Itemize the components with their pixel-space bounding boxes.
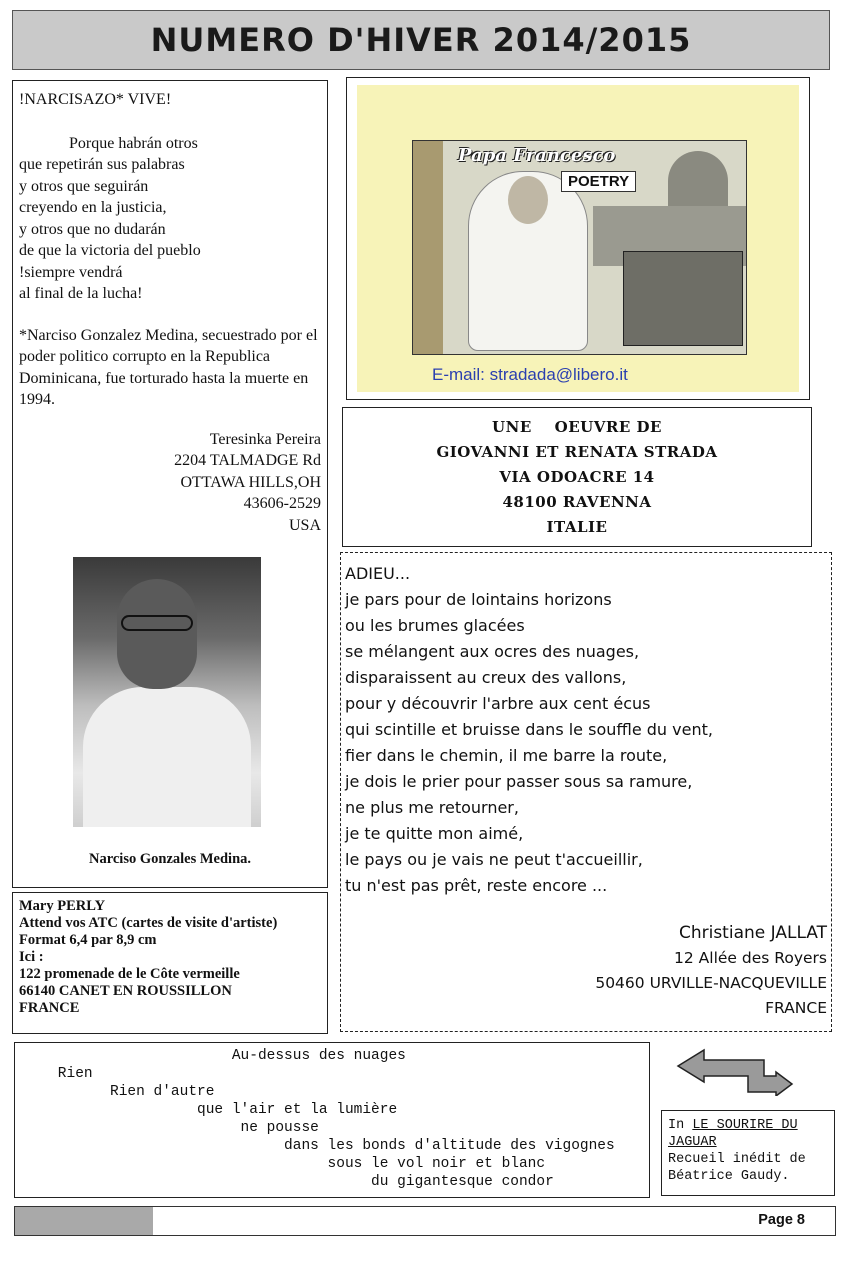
adieu-author: Christiane JALLAT	[678, 923, 827, 943]
poster-subtitle: POETRY	[561, 171, 636, 192]
poem-lines	[19, 133, 321, 305]
poem-footnote: *Narciso Gonzalez Medina, secuestrado por el poder politico corrupto en la Republica Dominicana, fue torturado hasta la muerte en 1994.	[19, 326, 318, 408]
adieu-line: disparaissent au creux des vallons,	[345, 668, 627, 687]
address-line: 2204 TALMADGE Rd	[174, 452, 321, 469]
inset-photos	[623, 251, 743, 346]
perly-line: FRANCE	[19, 1000, 80, 1016]
scroll-graphic	[413, 141, 443, 355]
poster-background	[357, 85, 799, 392]
adieu-address-line: FRANCE	[765, 999, 827, 1017]
perly-line: 66140 CANET EN ROUSSILLON	[19, 983, 232, 999]
perly-line: Attend vos ATC (cartes de visite d'artiste)	[19, 915, 278, 931]
adieu-line: je dois le prier pour passer sous sa ramure,	[345, 772, 693, 791]
sourire-note	[661, 1110, 835, 1196]
adieu-line: ou les brumes glacées	[345, 616, 525, 635]
adieu-line: ne plus me retourner,	[345, 798, 519, 817]
footer-shade	[15, 1207, 153, 1235]
adieu-line: qui scintille et bruisse dans le souffle du vent,	[345, 720, 713, 739]
adieu-line: tu n'est pas prêt, reste encore ...	[345, 876, 608, 895]
sourire-book-title: LE SOURIRE DU JAGUAR	[668, 1118, 798, 1150]
author-block	[19, 429, 321, 537]
nuages-line: dans les bonds d'altitude des vigognes	[23, 1138, 615, 1154]
adieu-signature	[595, 921, 827, 1021]
poetry-poster	[346, 77, 810, 400]
perly-notice	[12, 892, 328, 1034]
sourire-prefix: In	[668, 1118, 693, 1133]
sourire-line: Recueil inédit de	[668, 1152, 806, 1167]
poem-line: y otros que no dudarán	[19, 220, 166, 238]
poster-stamp-image	[412, 140, 747, 355]
nuages-line: sous le vol noir et blanc	[23, 1156, 546, 1172]
adieu-address-line: 12 Allée des Royers	[674, 949, 827, 967]
adieu-line: se mélangent aux ocres des nuages,	[345, 642, 640, 661]
nuages-line: que l'air et la lumière	[23, 1102, 398, 1118]
author-name: Teresinka Pereira	[209, 430, 321, 448]
adieu-line: je te quitte mon aimé,	[345, 824, 524, 843]
nuages-line: Rien d'autre	[23, 1084, 215, 1100]
poem-line: creyendo en la justicia,	[19, 199, 167, 216]
sourire-line: Béatrice Gaudy.	[668, 1169, 790, 1184]
portrait-shirt	[83, 687, 251, 827]
nuages-line: ne pousse	[23, 1120, 319, 1136]
pope-head	[508, 176, 548, 224]
photo-caption: Narciso Gonzales Medina.	[88, 851, 252, 867]
portrait-photo	[73, 557, 261, 827]
nuages-poem-box	[14, 1042, 650, 1198]
poem-line: de que la victoria del pueblo	[19, 242, 201, 259]
poem-line: !siempre vendrá	[19, 263, 123, 281]
page-number: Page 8	[758, 1212, 805, 1228]
nuages-line: Rien	[23, 1066, 93, 1082]
spanish-poem-box	[12, 80, 328, 888]
address-line: 43606-2529	[243, 495, 321, 512]
adieu-address-line: 50460 URVILLE-NACQUEVILLE	[595, 974, 827, 992]
adieu-line: pour y découvrir l'arbre aux cent écus	[345, 694, 651, 713]
nuages-line: du gigantesque condor	[23, 1174, 554, 1190]
poem-title: !NARCISAZO* VIVE!	[19, 91, 172, 108]
poem-line: al final de la lucha!	[19, 285, 143, 302]
credit-line: UNE OEUVRE DE	[492, 417, 662, 436]
strada-credits	[342, 407, 812, 547]
credit-line: GIOVANNI ET RENATA STRADA	[436, 442, 718, 461]
address-line: USA	[288, 516, 321, 534]
nuages-line: Au-dessus des nuages	[23, 1048, 406, 1064]
address-line: OTTAWA HILLS,OH	[180, 473, 321, 491]
portrait-glasses	[121, 615, 193, 631]
poem-line: que repetirán sus palabras	[19, 156, 185, 173]
page-footer	[14, 1206, 836, 1236]
adieu-line: le pays ou je vais ne peut t'accueillir,	[345, 850, 643, 869]
adieu-line: je pars pour de lointains horizons	[345, 590, 612, 609]
adieu-line: ADIEU...	[345, 564, 411, 583]
sourire-title-line	[668, 1117, 828, 1151]
poster-title: Papa Francesco	[458, 145, 616, 166]
perly-line: Ici :	[19, 949, 44, 965]
credit-line: 48100 RAVENNA	[502, 492, 652, 511]
poem-line: Porque habrán otros	[69, 134, 198, 152]
perly-line: Mary PERLY	[19, 898, 106, 914]
perly-line: 122 promenade de le Côte vermeille	[19, 966, 240, 982]
credit-line: VIA ODOACRE 14	[499, 467, 655, 486]
portrait-face	[117, 579, 197, 689]
issue-title: NUMERO D'HIVER 2014/2015	[150, 21, 692, 59]
dome-graphic	[668, 151, 728, 206]
left-return-arrow-icon	[676, 1046, 796, 1096]
poster-email: E-mail: stradada@libero.it	[432, 365, 628, 384]
poem-line: y otros que seguirán	[19, 177, 149, 195]
credit-line: ITALIE	[546, 517, 608, 536]
adieu-line: fier dans le chemin, il me barre la route,	[345, 746, 668, 765]
perly-line: Format 6,4 par 8,9 cm	[19, 932, 157, 948]
adieu-poem-box	[340, 552, 832, 1032]
page-banner	[12, 10, 830, 70]
